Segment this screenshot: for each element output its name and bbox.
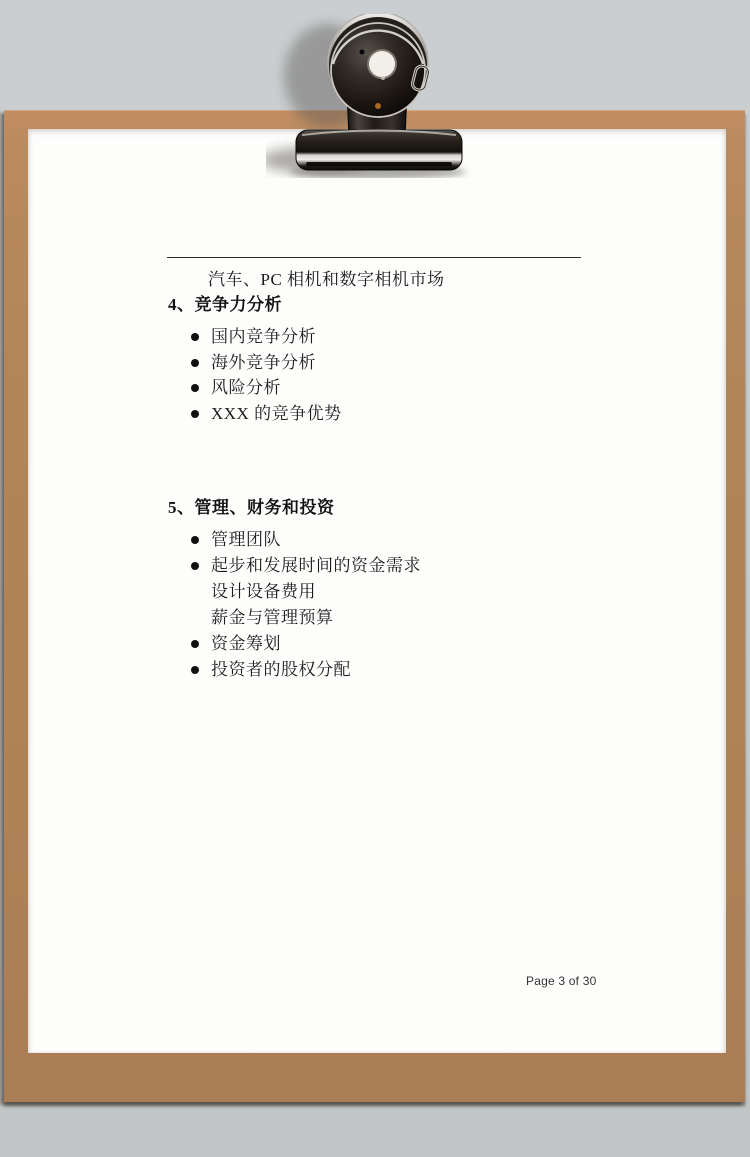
section-title: 4、竞争力分析 bbox=[168, 295, 282, 314]
toc-item bbox=[168, 579, 421, 605]
toc-item-label: 起步和发展时间的资金需求 bbox=[211, 556, 421, 575]
toc-item-label: 管理团队 bbox=[211, 530, 281, 549]
toc-item-label: 风险分析 bbox=[211, 378, 281, 398]
toc-item bbox=[168, 527, 421, 553]
bullet-icon bbox=[191, 410, 199, 418]
toc-item bbox=[168, 657, 421, 683]
toc-item bbox=[168, 605, 421, 631]
bullet-icon bbox=[191, 666, 199, 674]
section-title: 5、管理、财务和投资 bbox=[168, 498, 335, 517]
toc-item-label: 薪金与管理预算 bbox=[211, 608, 334, 627]
toc-item-label: 投资者的股权分配 bbox=[211, 660, 351, 679]
toc-item-label: 资金筹划 bbox=[211, 634, 281, 653]
page-number: Page 3 of 30 bbox=[526, 974, 597, 988]
toc-item-label: XXX 的竞争优势 bbox=[211, 403, 342, 423]
bullet-icon bbox=[191, 536, 199, 544]
bullet-icon bbox=[191, 384, 199, 392]
toc-item-label: 国内竞争分析 bbox=[211, 327, 316, 346]
toc-continuation-line: 汽车、PC 相机和数字相机市场 bbox=[208, 270, 445, 289]
bullet-icon bbox=[191, 640, 199, 648]
toc-item bbox=[168, 401, 342, 427]
toc-section-competitive-analysis bbox=[168, 295, 342, 426]
toc-item bbox=[168, 553, 421, 579]
paper-sheet bbox=[28, 129, 726, 1053]
bullet-icon bbox=[191, 333, 199, 341]
toc-divider-line bbox=[167, 257, 581, 258]
toc-item bbox=[168, 350, 342, 376]
toc-section-management-finance bbox=[168, 498, 421, 683]
bullet-icon bbox=[191, 359, 199, 367]
toc-item bbox=[168, 631, 421, 657]
toc-item bbox=[168, 324, 342, 350]
toc-item-label: 设计设备费用 bbox=[211, 582, 316, 601]
toc-item bbox=[168, 375, 342, 401]
bullet-icon bbox=[191, 562, 199, 570]
metal-clip bbox=[266, 14, 486, 178]
toc-item-label: 海外竞争分析 bbox=[211, 352, 316, 372]
